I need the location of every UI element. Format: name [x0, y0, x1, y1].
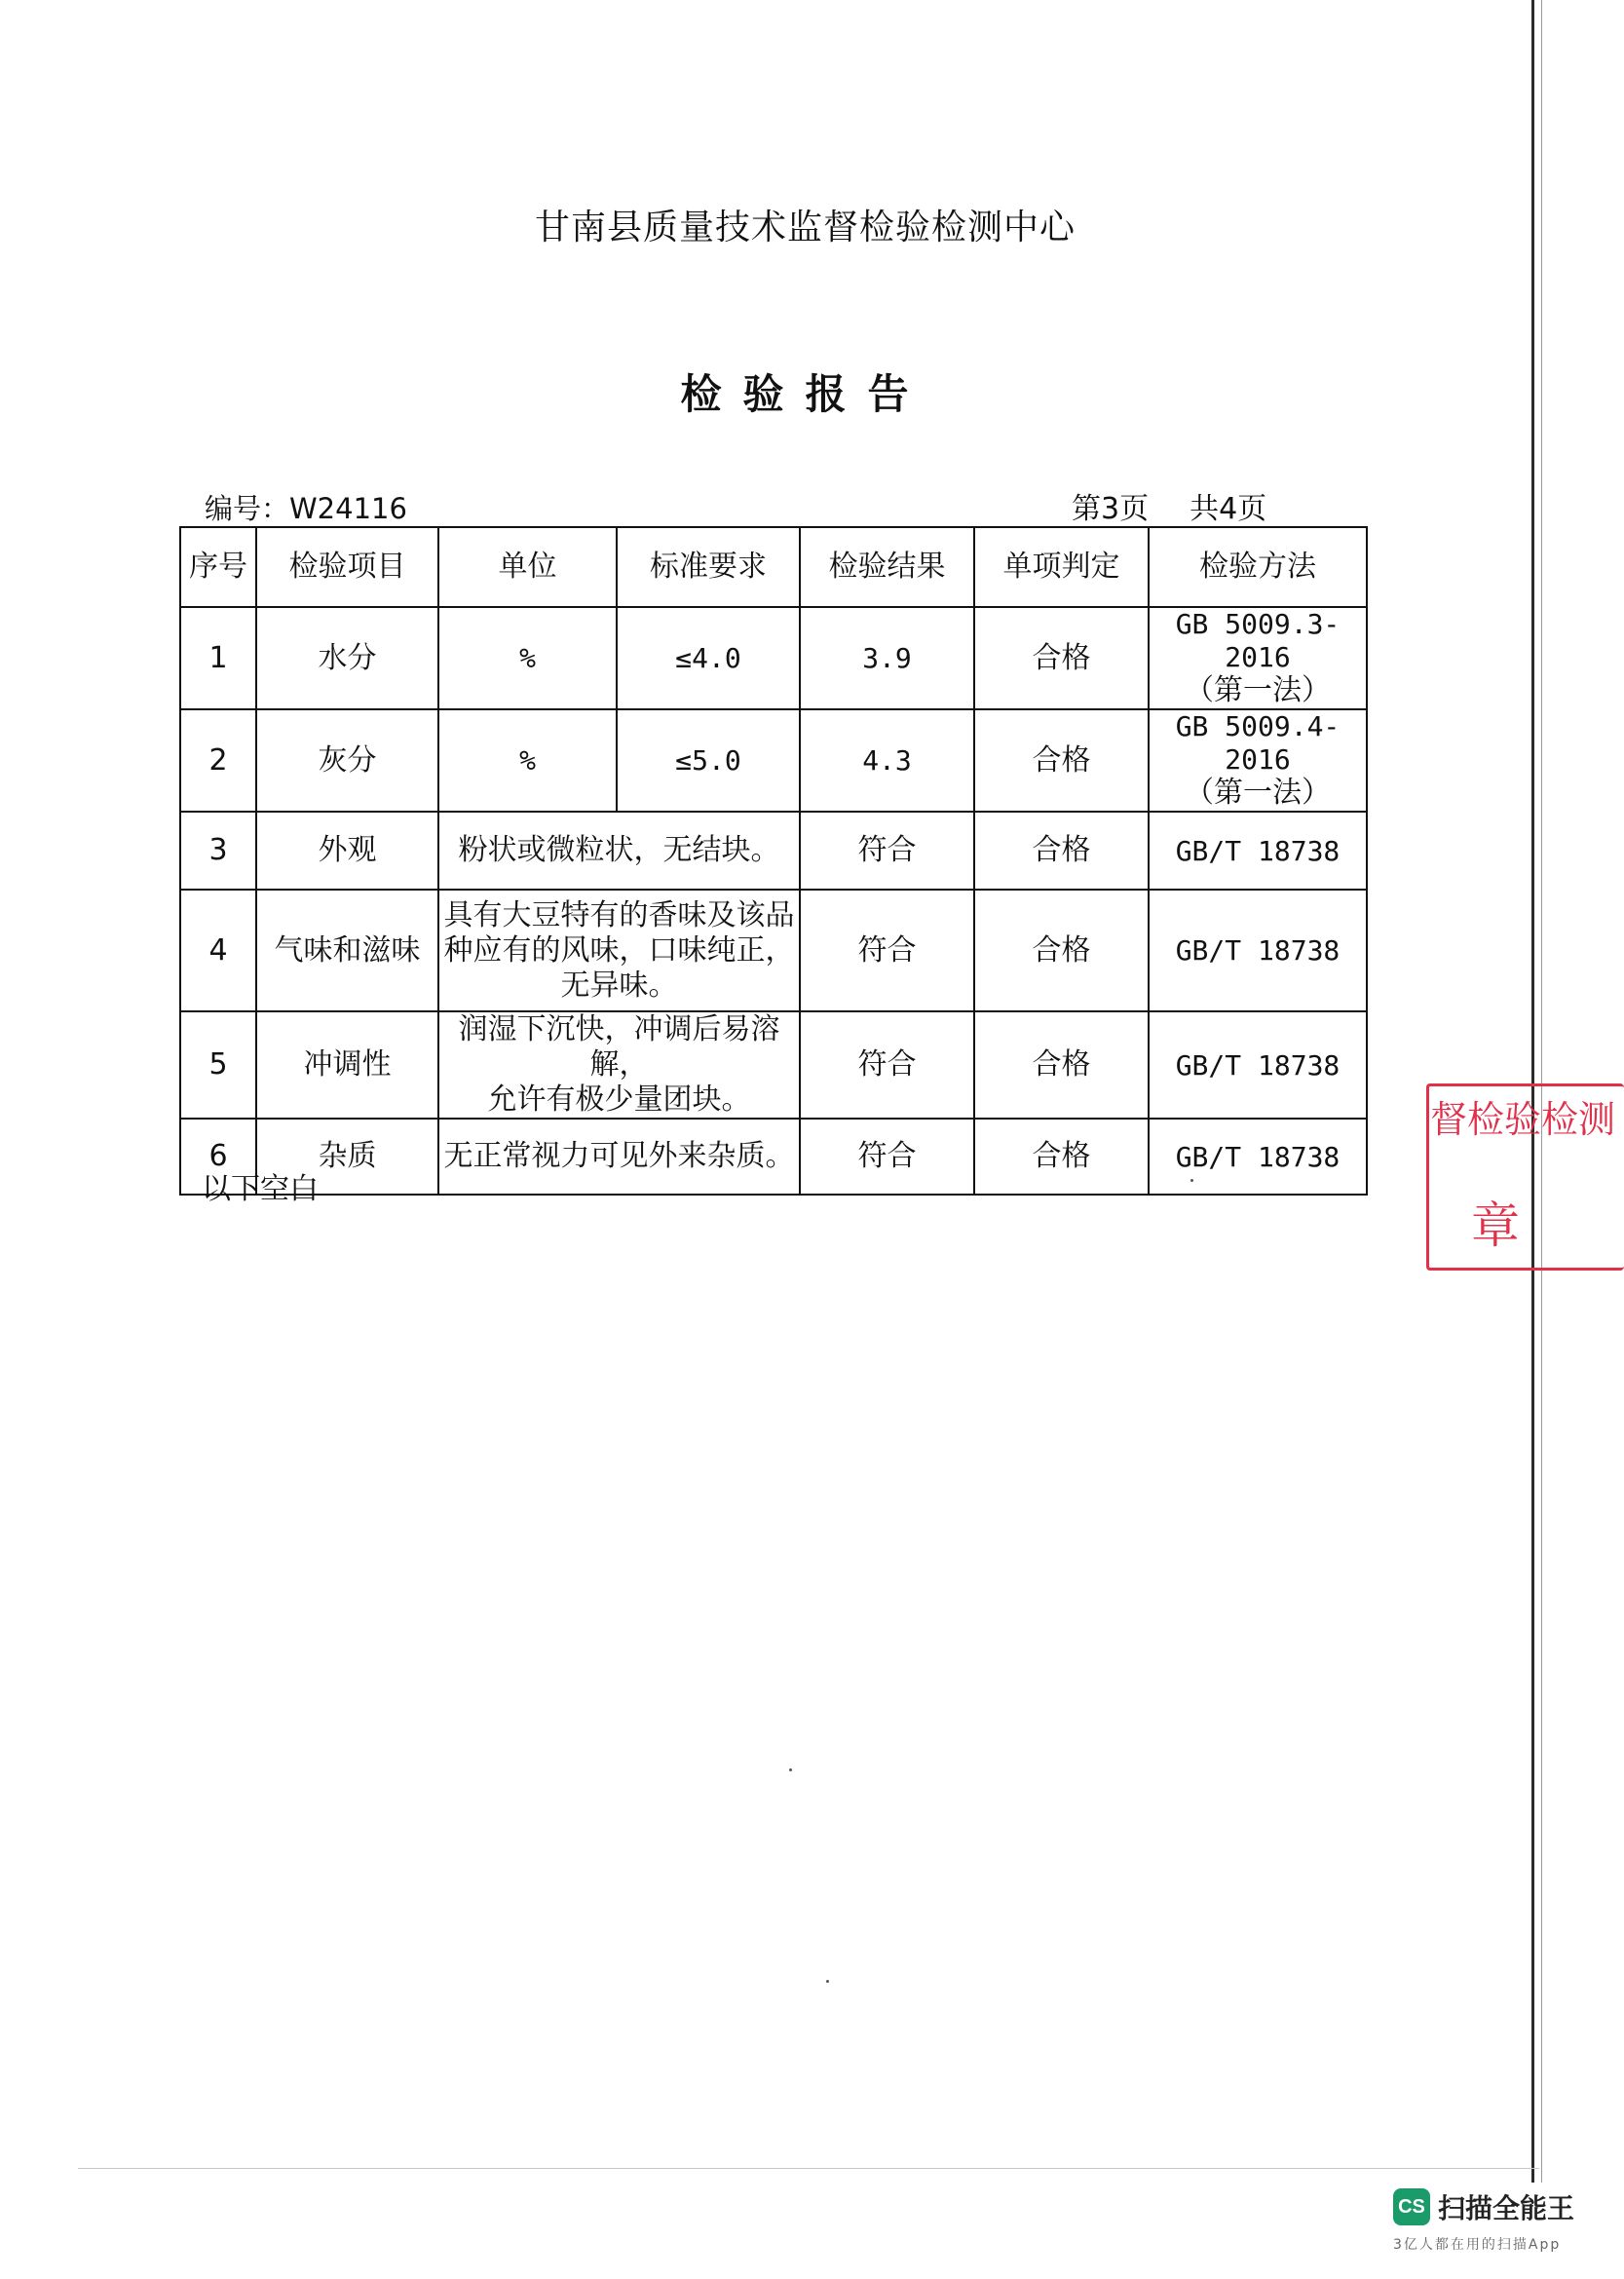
page-total: 共4页: [1190, 492, 1267, 526]
col-header-no: 序号: [180, 527, 256, 607]
cell-item: 灰分: [256, 709, 438, 812]
table-row: [180, 1011, 1367, 1119]
cell-no: 1: [180, 607, 256, 709]
cell-result: 符合: [800, 1119, 974, 1195]
cell-no: 3: [180, 812, 256, 890]
watermark-brand: 扫描全能王: [1438, 2192, 1575, 2224]
cell-method: GB/T 18738: [1149, 890, 1367, 1011]
requirement-line: 润湿下沉快，冲调后易溶解，: [458, 1012, 780, 1083]
watermark-slogan: 3亿人都在用的扫描App: [1393, 2237, 1562, 2253]
cell-item: 外观: [256, 812, 438, 890]
cell-result: 4.3: [800, 709, 974, 812]
table-row: [180, 812, 1367, 890]
col-header-standard: 标准要求: [617, 527, 800, 607]
cell-judgment: 合格: [974, 607, 1149, 709]
cell-method: GB/T 18738: [1149, 812, 1367, 890]
table-header-row: [180, 527, 1367, 607]
col-header-item: 检验项目: [256, 527, 438, 607]
cell-result: 符合: [800, 812, 974, 890]
cell-requirement: [438, 890, 800, 1011]
cell-no: 5: [180, 1011, 256, 1119]
cell-no: 4: [180, 890, 256, 1011]
table-row: [180, 1119, 1367, 1195]
cell-judgment: 合格: [974, 1119, 1149, 1195]
seal-text-center: 章: [1471, 1197, 1520, 1254]
table-row: [180, 709, 1367, 812]
cell-no: 2: [180, 709, 256, 812]
cell-judgment: 合格: [974, 709, 1149, 812]
cell-no: 6: [180, 1119, 256, 1195]
method-line: GB 5009.4-2016: [1175, 710, 1341, 776]
seal-text-top: 督检验检测: [1430, 1098, 1616, 1141]
method-line: （第一法）: [1185, 776, 1331, 811]
col-header-result: 检验结果: [800, 527, 974, 607]
cell-unit: %: [438, 607, 617, 709]
cell-item: 冲调性: [256, 1011, 438, 1119]
requirement-line: 粉状或微粒状，无结块。: [458, 833, 780, 868]
cell-method: GB/T 18738: [1149, 1011, 1367, 1119]
page-info: [1072, 484, 1307, 527]
requirement-line: 具有大豆特有的香味及该品: [443, 897, 795, 932]
official-seal: [1420, 1080, 1616, 1274]
cell-judgment: 合格: [974, 812, 1149, 890]
cell-judgment: 合格: [974, 890, 1149, 1011]
col-header-unit: 单位: [438, 527, 617, 607]
requirement-line: 无异味。: [560, 968, 678, 1003]
cell-item: 杂质: [256, 1119, 438, 1195]
cell-method: [1149, 607, 1367, 709]
blank-below-note: 以下空白: [202, 1172, 319, 1206]
scan-speck: [1190, 1179, 1193, 1182]
cell-unit: %: [438, 709, 617, 812]
organization-name: 甘南县质量技术监督检验检测中心: [534, 208, 1076, 247]
col-header-judgment: 单项判定: [974, 527, 1149, 607]
cell-result: 3.9: [800, 607, 974, 709]
cell-item: 气味和滋味: [256, 890, 438, 1011]
requirement-line: 无正常视力可见外来杂质。: [443, 1139, 795, 1174]
cell-result: 符合: [800, 890, 974, 1011]
watermark-row: [1393, 2187, 1598, 2226]
cell-standard: ≤4.0: [617, 607, 800, 709]
cell-method: [1149, 709, 1367, 812]
col-header-method: 检验方法: [1149, 527, 1367, 607]
cell-judgment: 合格: [974, 1011, 1149, 1119]
cell-item: 水分: [256, 607, 438, 709]
cell-method: GB/T 18738: [1149, 1119, 1367, 1195]
report-title: 检验报告: [680, 370, 930, 418]
inspection-table: [179, 526, 1368, 1196]
requirement-line: 种应有的风味，口味纯正，: [443, 932, 795, 968]
scan-edge-bottom: [78, 2168, 1539, 2169]
report-code: 编号：W24116: [205, 492, 407, 525]
requirement-line: 允许有极少量团块。: [487, 1083, 751, 1118]
table-row: [180, 890, 1367, 1011]
page-number: 第3页: [1072, 492, 1150, 526]
cell-standard: ≤5.0: [617, 709, 800, 812]
method-line: （第一法）: [1185, 673, 1331, 708]
cell-requirement: [438, 1119, 800, 1195]
cell-result: 符合: [800, 1011, 974, 1119]
scan-speck: [826, 1980, 829, 1983]
scanner-watermark: [1393, 2187, 1598, 2254]
cell-requirement: [438, 812, 800, 890]
method-line: GB 5009.3-2016: [1175, 608, 1341, 673]
table-row: [180, 607, 1367, 709]
scan-speck: [789, 1768, 792, 1771]
cell-requirement: [438, 1011, 800, 1119]
camscanner-logo-icon: CS: [1393, 2188, 1430, 2225]
